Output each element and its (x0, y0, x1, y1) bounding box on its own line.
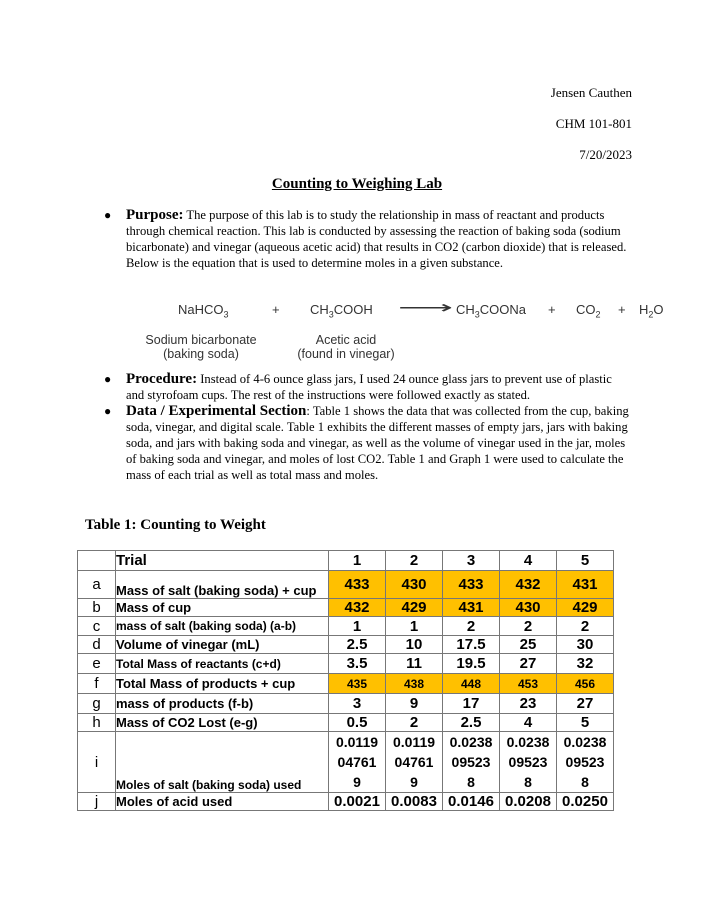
purpose-text: The purpose of this lab is to study the relationship in mass of reactant and products through chemical reaction. This lab is conducted by assessing the reaction of baking soda (sodium bicarbonate) and vinegar (aqueous acetic acid) that results in CO2 (carbon dioxide) that is released. Below is the equation that is used to determine moles in a given substance. (126, 208, 627, 270)
row-label: Mass of salt (baking soda) + cup (116, 571, 329, 599)
product-sodium-acetate: $CH_3COONa$ (456, 302, 527, 320)
table-cell: 432 (329, 599, 386, 617)
table-cell: 0.0021 (329, 793, 386, 811)
row-letter: a (78, 571, 116, 599)
row-label: mass of salt (baking soda) (a-b) (116, 617, 329, 636)
table-cell: 2 (557, 617, 614, 636)
row-letter: i (78, 732, 116, 793)
table-cell: 30 (557, 636, 614, 654)
table-cell: 9 (386, 694, 443, 714)
table-cell: 431 (557, 571, 614, 599)
row-label: Moles of salt (baking soda) used (116, 732, 329, 793)
table-row (78, 571, 614, 599)
table-cell: 0.0238 09523 8 (500, 732, 557, 793)
table-cell: 2.5 (443, 714, 500, 732)
table-row (78, 732, 614, 793)
table-cell: 2 (386, 714, 443, 732)
bullet-icon: ● (104, 404, 112, 418)
table-cell: 429 (386, 599, 443, 617)
table-row (78, 714, 614, 732)
table-cell: 25 (500, 636, 557, 654)
product-carbon-dioxide: $CO_2$ (576, 302, 601, 320)
plus-sign: + (618, 302, 626, 317)
table-cell: 11 (386, 654, 443, 674)
trial-number: 4 (500, 551, 557, 571)
table-cell: 456 (557, 674, 614, 694)
procedure-section (104, 371, 630, 403)
row-letter: f (78, 674, 116, 694)
table-cell: 1 (329, 617, 386, 636)
row-label: Mass of cup (116, 599, 329, 617)
plus-sign: + (272, 302, 280, 317)
row-letter: c (78, 617, 116, 636)
row-label: Moles of acid used (116, 793, 329, 811)
table-cell: 0.0250 (557, 793, 614, 811)
table-cell: 438 (386, 674, 443, 694)
table-cell: 448 (443, 674, 500, 694)
row-letter: g (78, 694, 116, 714)
table-cell: 0.0119 04761 9 (386, 732, 443, 793)
table-cell: 27 (500, 654, 557, 674)
table-row (78, 636, 614, 654)
table-row (78, 599, 614, 617)
reactant-acetic-acid: $CH_3COOH$ (310, 302, 373, 320)
table-cell: 5 (557, 714, 614, 732)
table-cell: 3.5 (329, 654, 386, 674)
table-cell: 0.5 (329, 714, 386, 732)
course-code: CHM 101-801 (555, 116, 632, 131)
row-label: Total Mass of reactants (c+d) (116, 654, 329, 674)
table-cell: 435 (329, 674, 386, 694)
table-cell: 23 (500, 694, 557, 714)
reaction-arrow-icon: ⟶ (398, 300, 454, 317)
table-row (78, 694, 614, 714)
table-cell: 4 (500, 714, 557, 732)
table-cell: 2.5 (329, 636, 386, 654)
table-cell: 0.0146 (443, 793, 500, 811)
acetic-acid-name: Acetic acid (found in vinegar) (297, 333, 395, 361)
bullet-icon: ● (104, 372, 112, 386)
procedure-label: Procedure: (126, 371, 198, 387)
table-cell: 0.0238 09523 8 (557, 732, 614, 793)
table-cell: 430 (500, 599, 557, 617)
purpose-label: Purpose: (126, 207, 184, 223)
document-title: Counting to Weighing Lab (271, 176, 443, 192)
row-label: Total Mass of products + cup (116, 674, 329, 694)
sodium-bicarbonate-name: Sodium bicarbonate (baking soda) (145, 333, 257, 361)
data-section-label: Data / Experimental Section (126, 403, 307, 419)
row-letter: b (78, 599, 116, 617)
table-row (78, 617, 614, 636)
table-cell: 0.0083 (386, 793, 443, 811)
reactant-sodium-bicarbonate: NaHCO$_3$ (178, 302, 229, 320)
row-letter: d (78, 636, 116, 654)
table-row (78, 674, 614, 694)
table-cell: 32 (557, 654, 614, 674)
row-letter: e (78, 654, 116, 674)
row-label: mass of products (f-b) (116, 694, 329, 714)
trial-number: 2 (386, 551, 443, 571)
table-cell: 17 (443, 694, 500, 714)
table-cell: 453 (500, 674, 557, 694)
table-cell: 3 (329, 694, 386, 714)
table-cell: 0.0238 09523 8 (443, 732, 500, 793)
table-cell: 17.5 (443, 636, 500, 654)
table-cell: 430 (386, 571, 443, 599)
row-letter (78, 551, 116, 571)
table-cell: 0.0119 04761 9 (329, 732, 386, 793)
row-letter: j (78, 793, 116, 811)
plus-sign: + (548, 302, 556, 317)
table-header-row (78, 551, 614, 571)
table-row (78, 654, 614, 674)
procedure-text: Instead of 4-6 ounce glass jars, I used 24 ounce glass jars to prevent use of plastic and styrofoam cups. The rest of the instructions were followed exactly as stated. (126, 372, 612, 402)
table-cell: 27 (557, 694, 614, 714)
row-letter: h (78, 714, 116, 732)
table-cell: 19.5 (443, 654, 500, 674)
trial-header: Trial (116, 551, 329, 571)
trial-number: 5 (557, 551, 614, 571)
bullet-icon: ● (104, 208, 112, 222)
product-water: $H_2O$ (639, 302, 664, 320)
trial-number: 1 (329, 551, 386, 571)
data-section-text: : Table 1 shows the data that was collected from the cup, baking soda, vinegar, and digital scale. Table 1 exhibits the different masses of empty jars, jars with baking soda, and jars with baking soda and vinegar, as well as the volume of vinegar used in the jar, moles of baking soda and vinegar, and moles of lost CO2. Table 1 and Graph 1 were used to calculate the mass of each trial as well as total mass and moles. (126, 404, 629, 482)
trial-number: 3 (443, 551, 500, 571)
table-row (78, 793, 614, 811)
table-cell: 431 (443, 599, 500, 617)
data-section (104, 403, 630, 483)
table-cell: 429 (557, 599, 614, 617)
table-cell: 0.0208 (500, 793, 557, 811)
table-cell: 432 (500, 571, 557, 599)
table-cell: 1 (386, 617, 443, 636)
row-label: Mass of CO2 Lost (e-g) (116, 714, 329, 732)
data-table (77, 550, 614, 811)
table-cell: 433 (329, 571, 386, 599)
author-name: Jensen Cauthen (550, 85, 632, 100)
table-cell: 2 (443, 617, 500, 636)
row-label: Volume of vinegar (mL) (116, 636, 329, 654)
table-cell: 2 (500, 617, 557, 636)
table-cell: 10 (386, 636, 443, 654)
table-cell: 433 (443, 571, 500, 599)
table-title: Table 1: Counting to Weight (85, 517, 266, 533)
purpose-section (104, 207, 630, 271)
chemical-equation (136, 298, 676, 370)
report-date: 7/20/2023 (579, 147, 632, 162)
